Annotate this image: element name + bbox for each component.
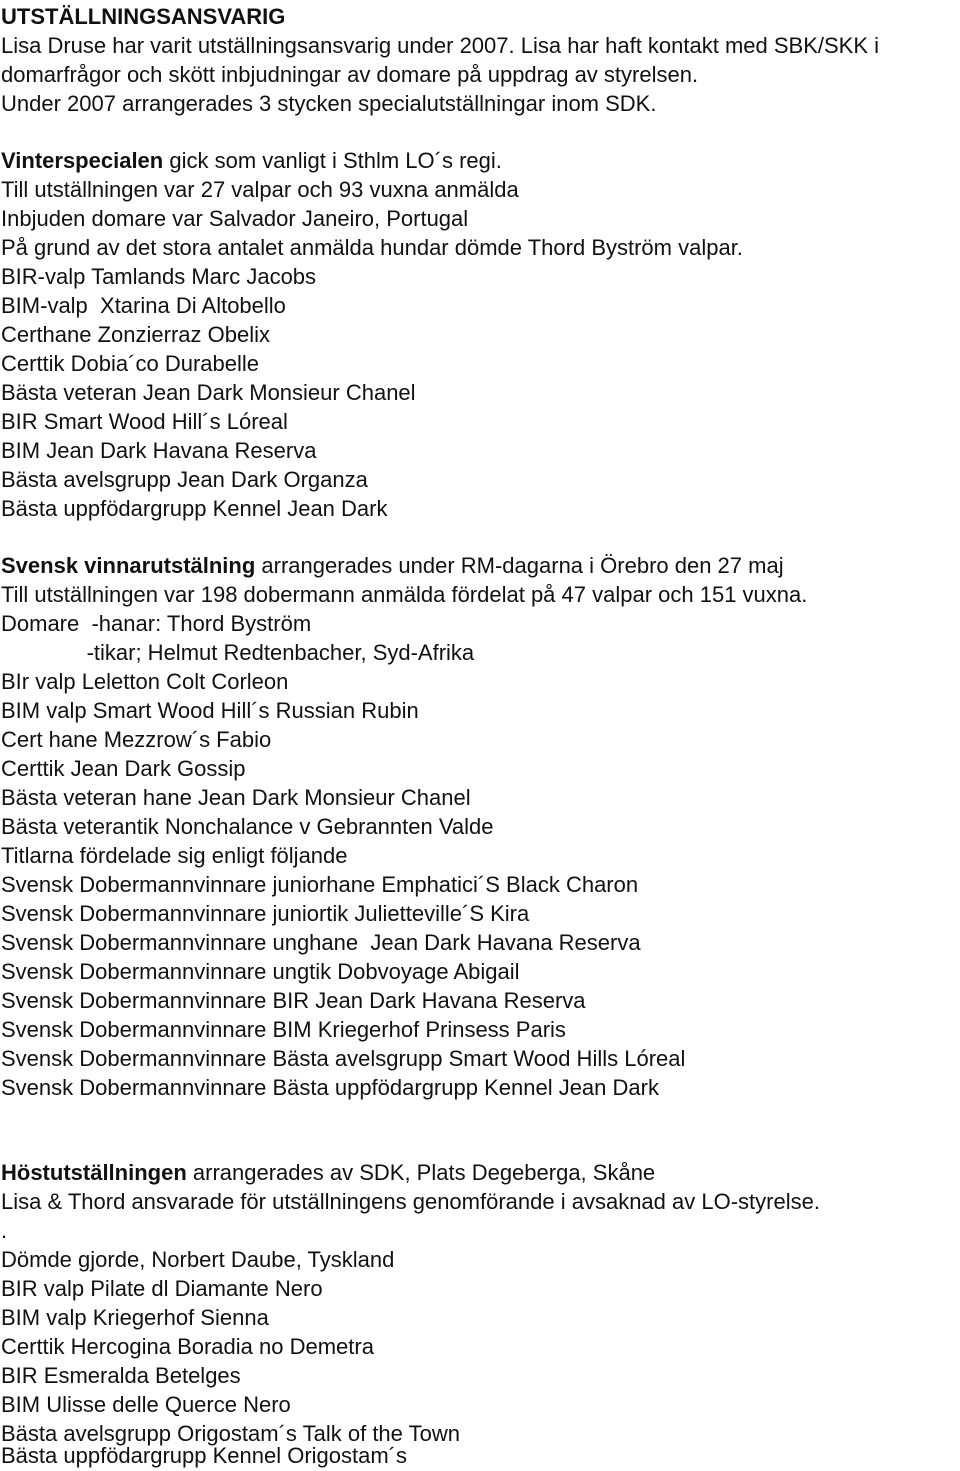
vinter-line: BIR Smart Wood Hill´s Lóreal bbox=[1, 409, 288, 434]
host-line: Lisa & Thord ansvarade för utställningens genomförande i avsaknad av LO-styrelse. bbox=[1, 1189, 820, 1214]
svensk-lead: Svensk vinnarutstälning bbox=[1, 553, 256, 578]
vinter-line: BIM-valp Xtarina Di Altobello bbox=[1, 293, 286, 318]
vinter-line: Certtik Dobia´co Durabelle bbox=[1, 351, 259, 376]
vinter-lead-rest: gick som vanligt i Sthlm LO´s regi. bbox=[163, 148, 502, 173]
svensk-line: Bästa veterantik Nonchalance v Gebrannten Valde bbox=[1, 814, 494, 839]
svensk-line: Svensk Dobermannvinnare ungtik Dobvoyage Abigail bbox=[1, 959, 520, 984]
svensk-line: Svensk Dobermannvinnare BIM Kriegerhof Prinsess Paris bbox=[1, 1017, 566, 1042]
svensk-line: Svensk Dobermannvinnare BIR Jean Dark Havana Reserva bbox=[1, 988, 586, 1013]
host-lead: Höstutställningen bbox=[1, 1160, 187, 1185]
host-line: . bbox=[1, 1218, 8, 1243]
svensk-line: Till utställningen var 198 dobermann anmälda fördelat på 47 valpar och 151 vuxna. bbox=[1, 582, 808, 607]
host-line: Bästa avelsgrupp Origostam´s Talk of the Town bbox=[1, 1421, 460, 1446]
vinter-lead: Vinterspecialen bbox=[1, 148, 164, 173]
svensk-line: Titlarna fördelade sig enligt följande bbox=[1, 843, 348, 868]
host-line: BIR Esmeralda Betelges bbox=[1, 1363, 241, 1388]
svensk-line: BIr valp Leletton Colt Corleon bbox=[1, 669, 289, 694]
vinter-line: Bästa veteran Jean Dark Monsieur Chanel bbox=[1, 380, 416, 405]
vinter-line: Bästa uppfödargrupp Kennel Jean Dark bbox=[1, 496, 388, 521]
vinter-line: BIM Jean Dark Havana Reserva bbox=[1, 438, 317, 463]
host-line: Bästa uppfödargrupp Kennel Origostam´s bbox=[1, 1443, 408, 1468]
host-line: BIM valp Kriegerhof Sienna bbox=[1, 1305, 269, 1330]
host-line: BIR valp Pilate dl Diamante Nero bbox=[1, 1276, 323, 1301]
host-line: Certtik Hercogina Boradia no Demetra bbox=[1, 1334, 374, 1359]
vinter-line: Certhane Zonzierraz Obelix bbox=[1, 322, 271, 347]
svensk-line: Certtik Jean Dark Gossip bbox=[1, 756, 246, 781]
vinter-heading-line bbox=[1, 146, 502, 175]
svensk-line: Svensk Dobermannvinnare Bästa avelsgrupp Smart Wood Hills Lóreal bbox=[1, 1046, 686, 1071]
intro-line: Lisa Druse har varit utställningsansvarig under 2007. Lisa har haft kontakt med SBK/SKK i bbox=[1, 33, 880, 58]
host-lead-rest: arrangerades av SDK, Plats Degeberga, Skåne bbox=[186, 1160, 656, 1185]
svensk-line: Cert hane Mezzrow´s Fabio bbox=[1, 727, 272, 752]
page-title: UTSTÄLLNINGSANSVARIG bbox=[1, 4, 286, 29]
svensk-line: Domare -hanar: Thord Byström bbox=[1, 611, 312, 636]
vinter-line: Inbjuden domare var Salvador Janeiro, Portugal bbox=[1, 206, 469, 231]
svensk-line: Bästa veteran hane Jean Dark Monsieur Chanel bbox=[1, 785, 471, 810]
vinter-line: På grund av det stora antalet anmälda hundar dömde Thord Byström valpar. bbox=[1, 235, 743, 260]
svensk-heading-line bbox=[1, 551, 784, 580]
intro-line: domarfrågor och skött inbjudningar av domare på uppdrag av styrelsen. bbox=[1, 62, 699, 87]
intro-line: Under 2007 arrangerades 3 stycken specialutställningar inom SDK. bbox=[1, 91, 657, 116]
host-line: BIM Ulisse delle Querce Nero bbox=[1, 1392, 291, 1417]
host-heading-line bbox=[1, 1158, 655, 1187]
vinter-line: Till utställningen var 27 valpar och 93 vuxna anmälda bbox=[1, 177, 519, 202]
vinter-line: BIR-valp Tamlands Marc Jacobs bbox=[1, 264, 317, 289]
svensk-line: BIM valp Smart Wood Hill´s Russian Rubin bbox=[1, 698, 419, 723]
host-line: Dömde gjorde, Norbert Daube, Tyskland bbox=[1, 1247, 395, 1272]
svensk-line: -tikar; Helmut Redtenbacher, Syd-Afrika bbox=[1, 640, 475, 665]
svensk-line: Svensk Dobermannvinnare unghane Jean Dark Havana Reserva bbox=[1, 930, 641, 955]
vinter-line: Bästa avelsgrupp Jean Dark Organza bbox=[1, 467, 368, 492]
svensk-line: Svensk Dobermannvinnare juniortik Julietteville´S Kira bbox=[1, 901, 530, 926]
svensk-line: Svensk Dobermannvinnare Bästa uppfödargrupp Kennel Jean Dark bbox=[1, 1075, 659, 1100]
svensk-lead-rest: arrangerades under RM-dagarna i Örebro den 27 maj bbox=[255, 553, 784, 578]
svensk-line: Svensk Dobermannvinnare juniorhane Emphatici´S Black Charon bbox=[1, 872, 639, 897]
